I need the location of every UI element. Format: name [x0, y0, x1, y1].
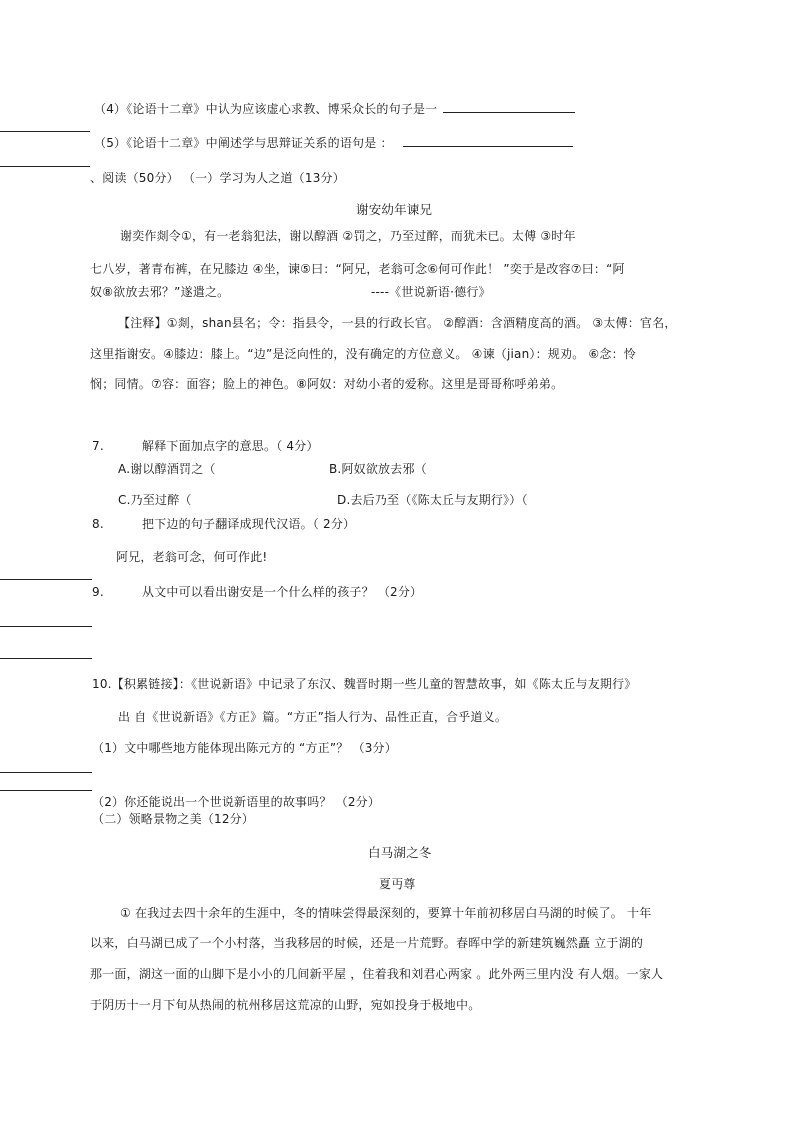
answer-blank[interactable] [403, 135, 573, 147]
passage-1-line: 奴⑧欲放去邪？”遂遣之。 [90, 285, 230, 299]
question-9-number: 9. [92, 585, 104, 599]
question-9-text: 从文中可以看出谢安是一个什么样的孩子？ （2分） [142, 585, 423, 599]
notes-line: 这里指谢安。④膝边：膝上。“边”是泛向性的，没有确定的方位意义。 ④谏（jian）：规劝。 ⑥念：怜 [90, 347, 636, 361]
question-7-option-b: B.阿奴欲放去邪（ [329, 462, 427, 476]
question-7-option-d: D.去后乃至（《陈太丘与友期行》）（ [337, 493, 528, 507]
question-4-text: （4）《论语十二章》中认为应该虚心求教、博采众长的句子是一 [94, 102, 438, 116]
question-7-option-c: C.乃至过醉（ [118, 493, 192, 507]
passage-2-line: 那一面，湖这一面的山脚下是小小的几间新平屋 ，住着我和刘君心两家 。此外两三里内没 有人烟。一家人 [90, 967, 664, 981]
question-7-text: 解释下面加点字的意思。（ 4分） [142, 439, 319, 453]
passage-1-line: 谢奕作剡令①，有一老翁犯法，谢以醇酒 ②罚之，乃至过醉，而犹未已。太傅 ③时年 [120, 229, 576, 243]
question-7-option-a: A.谢以醇酒罚之（ [118, 462, 216, 476]
question-4 [94, 101, 575, 117]
answer-rule [0, 790, 92, 791]
section-2-header: （二）领略景物之美（12分） [92, 812, 255, 826]
answer-rule [0, 166, 90, 167]
passage-2-line: 于阴历十一月下旬从热闹的杭州移居这荒凉的山野，宛如投身于极地中。 [90, 998, 481, 1012]
answer-rule [0, 658, 92, 659]
question-10-sub-2: （2）你还能说出一个世说新语里的故事吗？ （2分） [92, 795, 381, 809]
answer-rule [0, 579, 92, 580]
passage-1-line: 七八岁，著青布裤，在兄膝边 ④坐，谏⑤曰：“阿兄，老翁可念⑥何可作此！ ”奕于是改容⑦曰：“阿 [90, 262, 625, 276]
question-5 [94, 135, 573, 151]
question-10-text: 10.【积累链接】：《世说新语》中记录了东汉、魏晋时期一些儿童的智慧故事，如《陈太丘与友期行》 [92, 677, 637, 691]
reading-section-header: 、阅读（50分） （一）学习为人之道（13分） [90, 171, 345, 185]
passage-2-line: 以来，白马湖已成了一个小村落，当我移居的时候，还是一片荒野。春晖中学的新建筑巍然矗 立于湖的 [90, 936, 644, 950]
notes-line: 【注释】①剡，shan县名；令：指县令，一县的行政长官。 ②醇酒：含酒精度高的酒。 ③太傅：官名， [118, 316, 677, 330]
passage-1-source: ----《世说新语·德行》 [371, 285, 491, 299]
question-7-number: 7. [92, 439, 104, 453]
answer-rule [0, 131, 90, 132]
question-10-sub-1: （1）文中哪些地方能体现出陈元方的 “方正”？ （3分） [92, 741, 397, 755]
answer-rule [0, 772, 92, 773]
question-5-text: （5）《论语十二章》中阐述学与思辩证关系的语句是 ： [94, 136, 393, 150]
passage-2-author: 夏丏尊 [379, 877, 416, 891]
question-8-text: 把下边的句子翻译成现代汉语。（ 2分） [142, 517, 356, 531]
notes-line: 悯；同情。⑦容：面容；脸上的神色。⑧阿奴：对幼小者的爱称。这里是哥哥称呼弟弟。 [90, 377, 564, 391]
answer-blank[interactable] [443, 101, 575, 113]
question-10-text: 出 自《世说新语》《方正》篇。“方正”指人行为、品性正直，合乎道义。 [118, 710, 508, 724]
passage-2-title: 白马湖之冬 [368, 845, 432, 860]
passage-1-title: 谢安幼年谏兄 [356, 202, 433, 217]
answer-rule [0, 626, 92, 627]
question-8-sentence: 阿兄，老翁可念，何可作此! [116, 550, 268, 564]
question-8-number: 8. [92, 517, 104, 531]
passage-2-line: ① 在我过去四十余年的生涯中，冬的情味尝得最深刻的，要算十年前初移居白马湖的时候了。 十年 [120, 906, 652, 920]
